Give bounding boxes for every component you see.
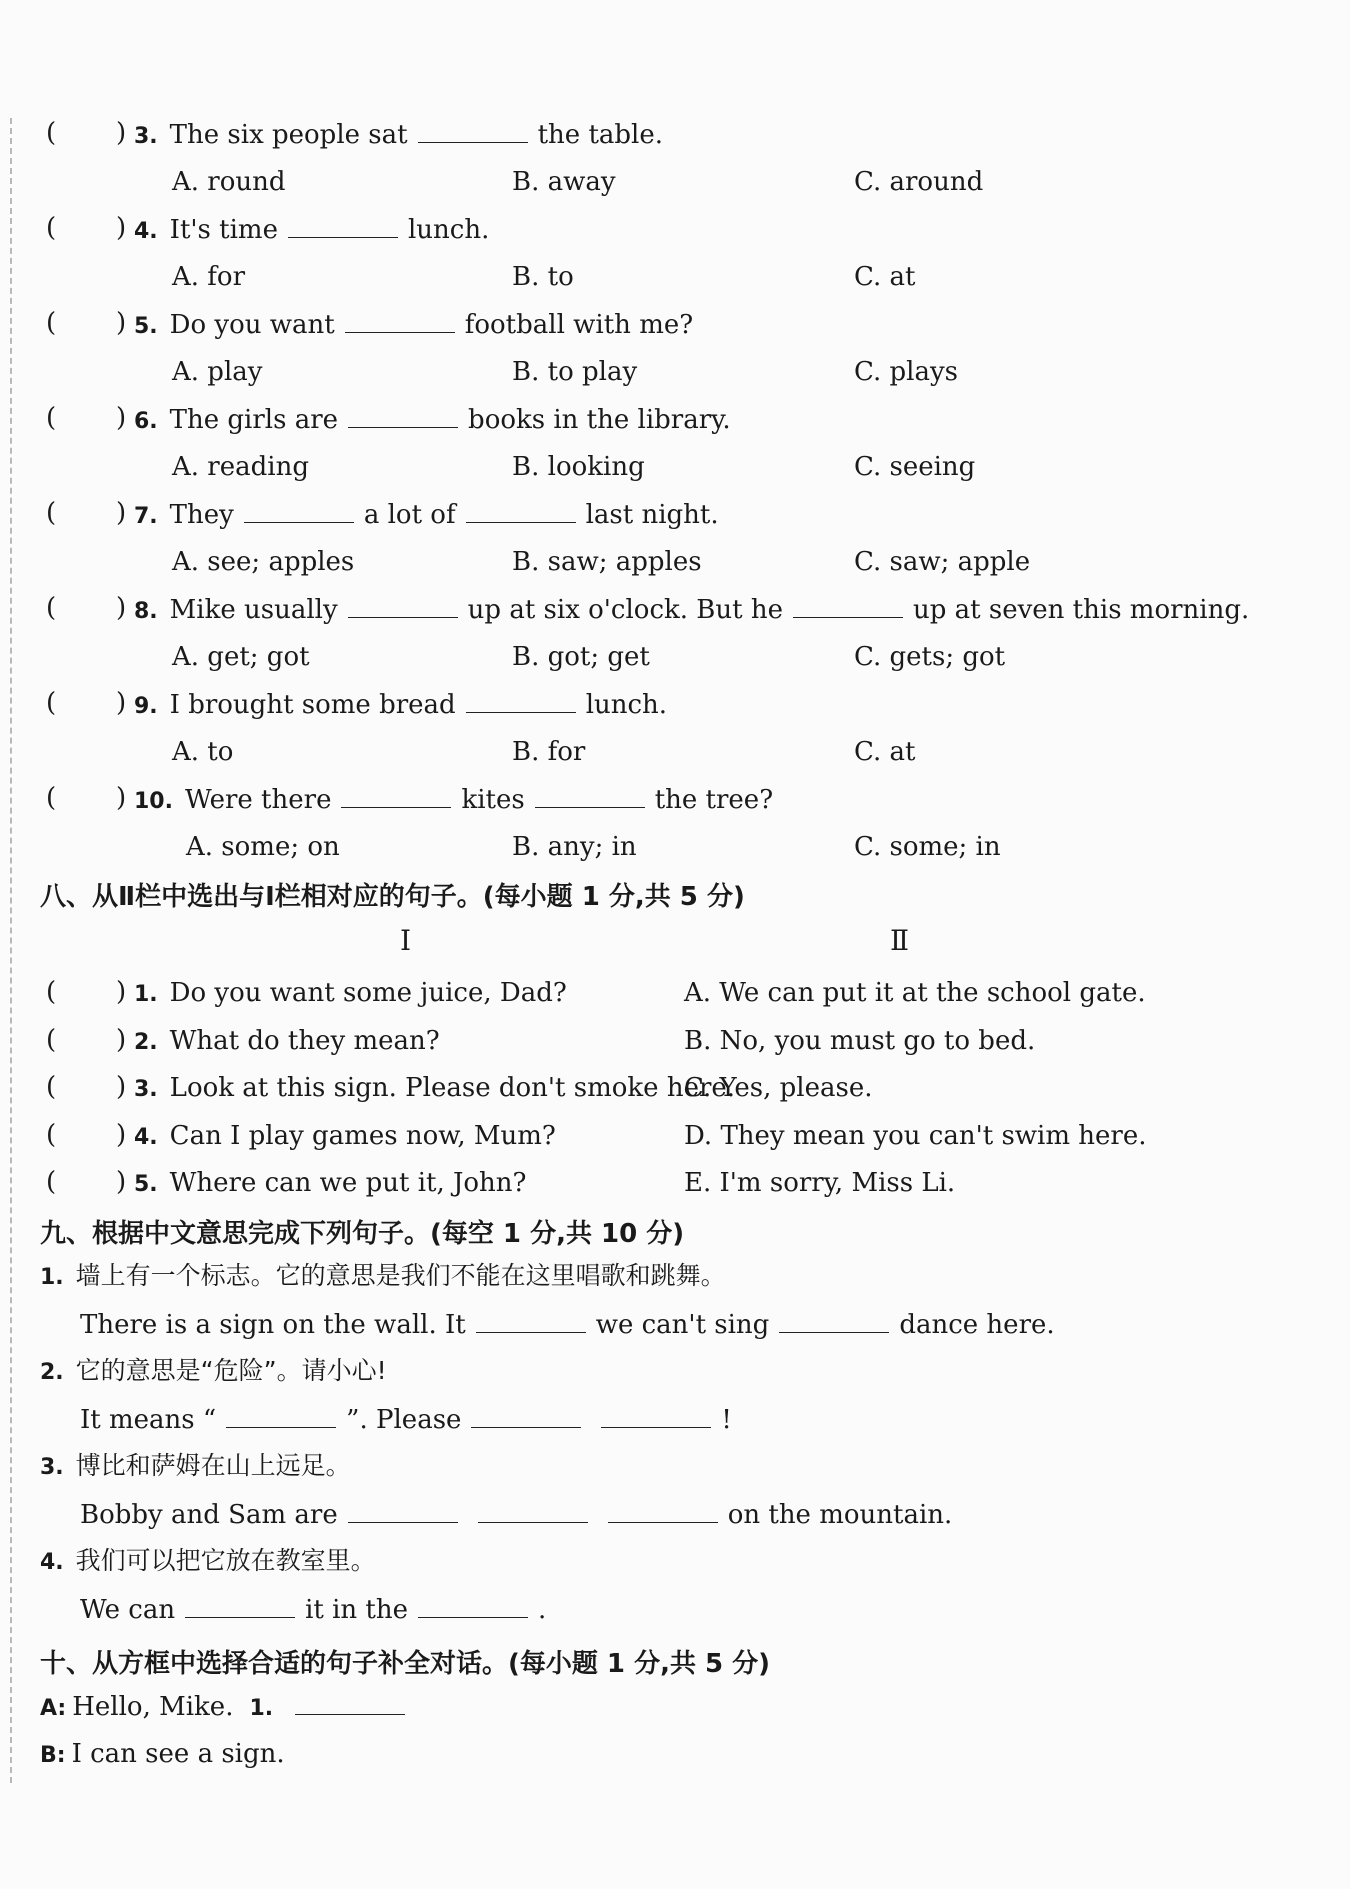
stem-text: What do they mean? [169, 1025, 440, 1056]
answer-option: A. get; got [172, 642, 310, 672]
answer-blank[interactable] [466, 688, 576, 713]
answer-blank[interactable] [244, 498, 354, 523]
answer-option: B. for [512, 737, 586, 767]
stem-text: up at six o'clock. But he [467, 595, 783, 625]
answer-paren-open: ( [46, 783, 57, 813]
answer-option: B. to [512, 262, 574, 292]
answer-option: B. away [512, 167, 616, 197]
answer-paren-close: ) [116, 688, 127, 718]
stem-text: Do you want some juice, Dad? [169, 978, 567, 1008]
column-heading-II: Ⅱ [890, 924, 910, 957]
stem-text: kites [461, 785, 525, 815]
question-number: 4. [134, 1124, 158, 1150]
answer-blank[interactable] [348, 1498, 458, 1523]
question-number: 6. [134, 409, 158, 434]
stem-text: lunch. [407, 215, 490, 245]
dialogue-line [40, 1738, 285, 1772]
chinese-text: 它的意思是“危险”。请小心! [75, 1356, 387, 1385]
stem-text: Look at this sign. Please don't smoke here. [169, 1073, 736, 1103]
answer-blank[interactable] [793, 593, 903, 618]
english-sentence [80, 1593, 546, 1626]
answer-option: C. seeing [854, 452, 976, 482]
question-number: 3. [40, 1455, 64, 1480]
answer-paren-close: ) [116, 498, 127, 528]
answer-option: C. at [854, 262, 916, 292]
answer-paren-open: ( [46, 1072, 57, 1102]
answer-paren-close: ) [116, 308, 127, 338]
answer-option: C. saw; apple [854, 547, 1031, 577]
answer-paren-open: ( [46, 593, 57, 623]
answer-option: C. around [854, 167, 984, 197]
answer-paren-open: ( [46, 1119, 57, 1150]
question-number: 4. [134, 219, 158, 244]
column-heading-I: Ⅰ [400, 924, 412, 957]
question-stem [134, 213, 489, 248]
answer-option: C. at [854, 737, 916, 767]
stem-text: Mike usually [169, 595, 338, 625]
match-item-right: B. No, you must go to bed. [684, 1025, 1036, 1056]
stem-text: The six people sat [169, 120, 408, 150]
question-number: 5. [134, 314, 158, 339]
answer-option: A. round [172, 167, 286, 197]
answer-blank[interactable] [608, 1498, 718, 1523]
sentence-text: There is a sign on the wall. It [80, 1310, 466, 1340]
answer-blank[interactable] [601, 1403, 711, 1428]
answer-option: A. play [172, 357, 263, 387]
question-stem [134, 118, 663, 153]
answer-blank[interactable] [288, 213, 398, 238]
match-item-right: D. They mean you can't swim here. [684, 1120, 1147, 1151]
answer-paren-close: ) [116, 213, 127, 243]
answer-paren-open: ( [46, 308, 57, 338]
answer-blank[interactable] [341, 783, 451, 808]
answer-option: A. see; apples [172, 547, 355, 577]
answer-blank[interactable] [418, 118, 528, 143]
question-number: 2. [134, 1029, 158, 1055]
answer-blank[interactable] [295, 1690, 405, 1715]
dialogue-text: I can see a sign. [71, 1739, 285, 1769]
dialogue-text: Hello, Mike. [72, 1692, 234, 1722]
answer-option: B. got; get [512, 642, 650, 672]
answer-paren-open: ( [46, 403, 57, 433]
english-sentence [80, 1403, 732, 1436]
answer-blank[interactable] [418, 1593, 528, 1618]
question-number: 3. [134, 1077, 158, 1102]
answer-blank[interactable] [779, 1308, 889, 1333]
answer-paren-open: ( [46, 213, 57, 243]
stem-text: up at seven this morning. [913, 595, 1250, 625]
answer-blank[interactable] [471, 1403, 581, 1428]
answer-paren-open: ( [46, 1167, 57, 1197]
answer-blank[interactable] [466, 498, 576, 523]
stem-text: football with me? [464, 310, 694, 340]
question-number: 8. [134, 599, 158, 624]
answer-option: B. to play [512, 357, 638, 387]
chinese-text: 博比和萨姆在山上远足。 [75, 1451, 351, 1480]
sentence-text: ! [721, 1405, 732, 1435]
match-item-left [134, 1025, 440, 1059]
chinese-text: 墙上有一个标志。它的意思是我们不能在这里唱歌和跳舞。 [75, 1261, 726, 1290]
match-item-right: E. I'm sorry, Miss Li. [684, 1168, 956, 1198]
answer-paren-close: ) [116, 977, 127, 1007]
stem-text: It's time [169, 215, 278, 245]
section-title: 十、从方框中选择合适的句子补全对话。(每小题 1 分,共 5 分) [40, 1649, 771, 1679]
answer-option: B. any; in [512, 832, 637, 862]
answer-option: C. some; in [854, 832, 1001, 862]
question-number: 1. [134, 982, 158, 1007]
sentence-text: Bobby and Sam are [80, 1500, 338, 1530]
answer-paren-close: ) [116, 118, 127, 148]
answer-paren-open: ( [46, 498, 57, 528]
question-number: 10. [134, 789, 173, 814]
answer-option: A. some; on [186, 832, 340, 862]
answer-paren-open: ( [46, 118, 57, 148]
sentence-text: it in the [305, 1595, 408, 1625]
question-number: 9. [134, 694, 158, 719]
match-item-left [134, 977, 567, 1011]
answer-option: C. plays [854, 357, 958, 387]
answer-paren-open: ( [46, 1024, 57, 1055]
answer-option: B. looking [512, 452, 645, 482]
english-sentence [80, 1308, 1055, 1341]
question-number: 5. [134, 1172, 158, 1197]
chinese-prompt [40, 1545, 376, 1579]
answer-blank[interactable] [345, 308, 455, 333]
question-stem [134, 498, 719, 533]
answer-blank[interactable] [185, 1593, 295, 1618]
sentence-text: on the mountain. [727, 1500, 953, 1530]
dialogue-line [40, 1690, 415, 1725]
section-title: 九、根据中文意思完成下列句子。(每空 1 分,共 10 分) [40, 1219, 685, 1249]
sentence-text: dance here. [899, 1310, 1055, 1340]
answer-blank[interactable] [348, 403, 458, 428]
stem-text: lunch. [585, 690, 668, 720]
answer-blank[interactable] [226, 1403, 336, 1428]
stem-text: the tree? [654, 785, 774, 815]
question-stem [134, 403, 731, 438]
answer-blank[interactable] [535, 783, 645, 808]
english-sentence [80, 1498, 952, 1531]
chinese-prompt [40, 1260, 726, 1294]
match-item-right: A. We can put it at the school gate. [684, 978, 1146, 1008]
question-stem [134, 308, 693, 343]
answer-paren-close: ) [116, 403, 127, 433]
section-title: 八、从Ⅱ栏中选出与Ⅰ栏相对应的句子。(每小题 1 分,共 5 分) [40, 882, 745, 912]
answer-option: C. gets; got [854, 642, 1006, 672]
match-item-left [134, 1120, 556, 1154]
match-item-left [134, 1167, 527, 1201]
stem-text: Do you want [169, 310, 335, 340]
sentence-text: we can't sing [595, 1310, 770, 1340]
chinese-text: 我们可以把它放在教室里。 [75, 1546, 376, 1575]
answer-paren-open: ( [46, 977, 57, 1007]
answer-paren-open: ( [46, 688, 57, 718]
answer-option: A. reading [172, 452, 309, 482]
question-number: 4. [40, 1550, 64, 1575]
sentence-text: We can [80, 1595, 176, 1625]
sentence-text: . [538, 1595, 547, 1625]
chinese-prompt [40, 1355, 387, 1389]
answer-blank[interactable] [478, 1498, 588, 1523]
stem-text: the table. [537, 120, 663, 150]
answer-paren-close: ) [116, 1167, 127, 1197]
answer-paren-close: ) [116, 783, 127, 813]
answer-option: A. to [172, 737, 234, 767]
answer-paren-close: ) [116, 1072, 127, 1102]
stem-text: a lot of [363, 500, 456, 530]
stem-text: Where can we put it, John? [169, 1168, 527, 1198]
answer-paren-close: ) [116, 1024, 127, 1055]
question-stem [134, 688, 667, 723]
stem-text: Were there [184, 785, 332, 815]
stem-text: Can I play games now, Mum? [169, 1120, 556, 1151]
question-number: 3. [134, 124, 158, 149]
answer-option: B. saw; apples [512, 547, 702, 577]
match-item-left [134, 1072, 735, 1106]
speaker-label: A: [40, 1696, 67, 1721]
sentence-text: It means “ [80, 1405, 217, 1435]
stem-text: They [169, 500, 234, 530]
speaker-label: B: [40, 1743, 66, 1768]
chinese-prompt [40, 1450, 351, 1484]
stem-text: last night. [585, 500, 719, 530]
stem-text: The girls are [169, 405, 339, 435]
question-number: 2. [40, 1360, 64, 1385]
question-stem [134, 593, 1249, 628]
answer-blank[interactable] [348, 593, 458, 618]
question-stem [134, 783, 773, 818]
answer-blank[interactable] [476, 1308, 586, 1333]
question-number: 1. [249, 1696, 274, 1721]
question-number: 1. [40, 1265, 64, 1290]
question-number: 7. [134, 504, 158, 529]
stem-text: I brought some bread [169, 690, 456, 720]
sentence-text: ”. Please [346, 1405, 462, 1435]
match-item-right: C. Yes, please. [684, 1073, 873, 1103]
stem-text: books in the library. [468, 405, 731, 435]
answer-paren-close: ) [116, 1119, 127, 1150]
answer-option: A. for [172, 262, 246, 292]
answer-paren-close: ) [116, 593, 127, 623]
